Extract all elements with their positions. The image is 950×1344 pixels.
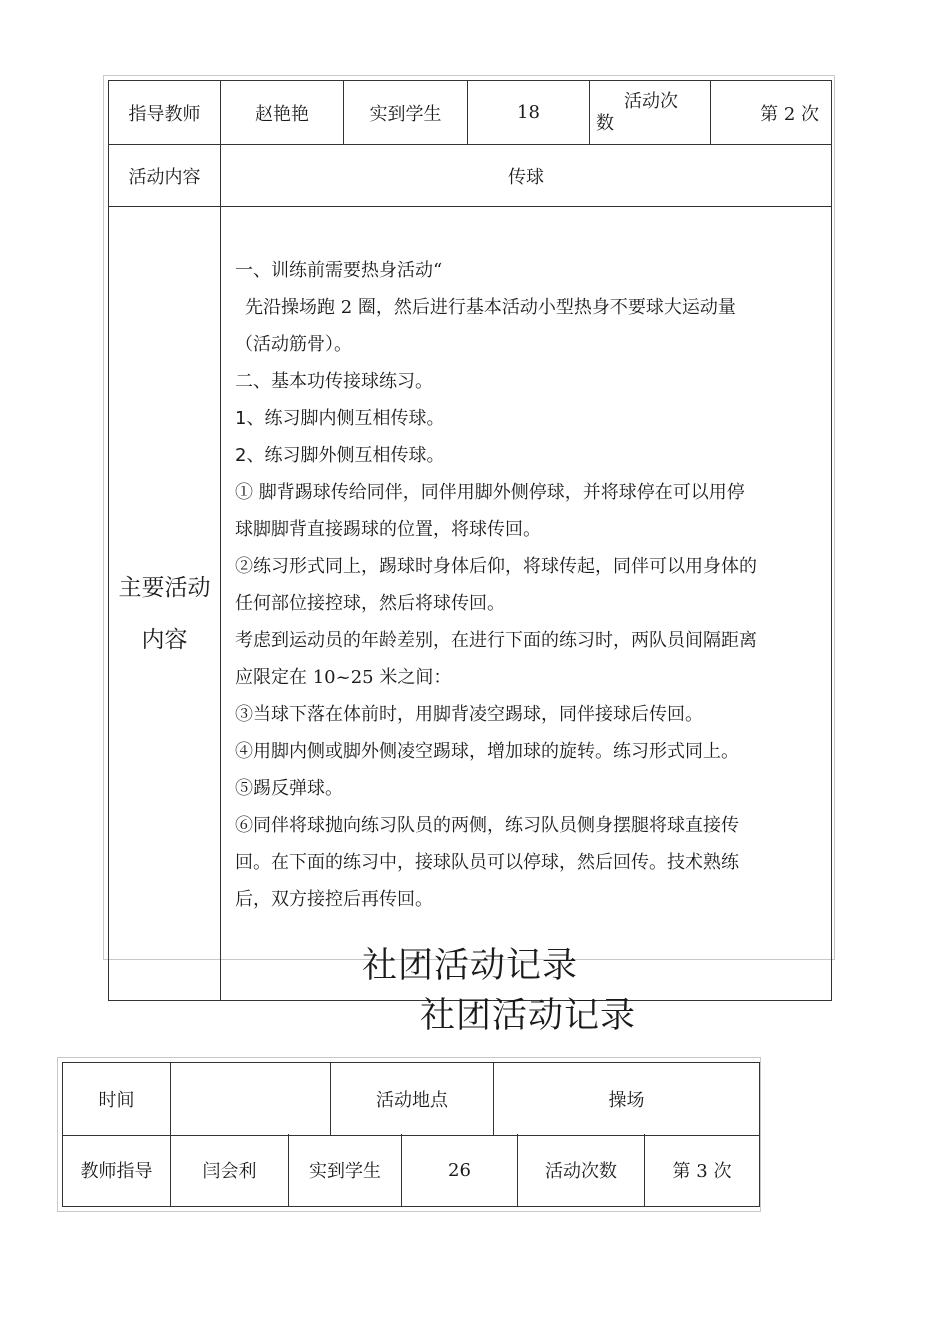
paragraph: 二、基本功传接球练习。 bbox=[235, 371, 433, 392]
paragraph: ⑤踢反弹球。 bbox=[235, 778, 343, 799]
place-value: 操场 bbox=[494, 1063, 760, 1136]
paragraph: 回。在下面的练习中，接球队员可以停球，然后回传。技术熟练 bbox=[235, 852, 739, 873]
table-row bbox=[109, 207, 832, 1001]
activity-count-value-2: 第 3 次 bbox=[645, 1134, 760, 1207]
students-count-2: 26 bbox=[402, 1134, 518, 1207]
students-count bbox=[468, 81, 590, 145]
activity-record-table-2 bbox=[62, 1062, 760, 1136]
main-content-label bbox=[109, 207, 221, 1001]
time-label: 时间 bbox=[63, 1063, 171, 1136]
paragraph: ⑥同伴将球抛向练习队员的两侧，练习队员侧身摆腿将球直接传 bbox=[235, 815, 739, 836]
paragraph: 1、练习脚内侧互相传球。 bbox=[235, 408, 445, 429]
teacher-label: 指导教师 bbox=[109, 81, 221, 145]
main-content-body bbox=[221, 207, 832, 1001]
paragraph: 一、训练前需要热身活动“ bbox=[235, 260, 443, 281]
main-content-label-line1: 主要活动 bbox=[118, 574, 211, 601]
paragraph: ① 脚背踢球传给同伴，同伴用脚外侧停球，并将球停在可以用停 bbox=[235, 482, 745, 503]
teacher-label-2: 教师指导 bbox=[63, 1134, 171, 1207]
time-value bbox=[171, 1063, 331, 1136]
paragraph: 应限定在 10~25 米之间： bbox=[235, 667, 452, 688]
students-count-value: 18 bbox=[517, 102, 540, 123]
paragraph: 2、练习脚外侧互相传球。 bbox=[235, 445, 445, 466]
teacher-name-2: 闫会利 bbox=[171, 1134, 289, 1207]
paragraph: 考虑到运动员的年龄差别，在进行下面的练习时，两队员间隔距离 bbox=[235, 630, 757, 651]
content-value: 传球 bbox=[221, 145, 832, 207]
paragraph: 球脚脚背直接踢球的位置，将球传回。 bbox=[235, 519, 541, 540]
paragraph: 先沿操场跑 2 圈，然后进行基本活动小型热身不要球大运动量 bbox=[245, 297, 736, 318]
paragraph: 后，双方接控后再传回。 bbox=[235, 889, 433, 910]
table-row bbox=[63, 1063, 760, 1136]
content-label: 活动内容 bbox=[109, 145, 221, 207]
paragraph: ③当球下落在体前时，用脚背凌空踢球，同伴接球后传回。 bbox=[235, 704, 703, 725]
paragraph: ②练习形式同上，踢球时身体后仰，将球传起，同伴可以用身体的 bbox=[235, 556, 757, 577]
activity-count-label-2: 活动次数 bbox=[518, 1134, 645, 1207]
table-row bbox=[109, 81, 832, 145]
page-title-repeat: 社团活动记录 bbox=[420, 996, 637, 1036]
page-title: 社团活动记录 bbox=[362, 946, 579, 986]
paragraph: 任何部位接控球，然后将球传回。 bbox=[235, 593, 505, 614]
paragraph: ④用脚内侧或脚外侧凌空踢球，增加球的旋转。练习形式同上。 bbox=[235, 741, 739, 762]
activity-count-value: 第 2 次 bbox=[711, 81, 832, 145]
table-row bbox=[109, 145, 832, 207]
students-label: 实到学生 bbox=[344, 81, 468, 145]
table-row bbox=[63, 1134, 760, 1207]
paragraph: （活动筋骨）。 bbox=[235, 334, 352, 355]
place-label: 活动地点 bbox=[331, 1063, 494, 1136]
activity-record-table-2-row2 bbox=[62, 1134, 760, 1207]
main-content-label-line2: 内容 bbox=[141, 626, 188, 653]
students-label-2: 实到学生 bbox=[289, 1134, 402, 1207]
activity-record-table-1 bbox=[108, 80, 832, 1001]
activity-count-label bbox=[590, 81, 711, 145]
activity-count-label-line2: 数 bbox=[596, 112, 614, 134]
activity-count-label-line1: 活动次 bbox=[624, 90, 678, 112]
teacher-name: 赵艳艳 bbox=[221, 81, 344, 145]
